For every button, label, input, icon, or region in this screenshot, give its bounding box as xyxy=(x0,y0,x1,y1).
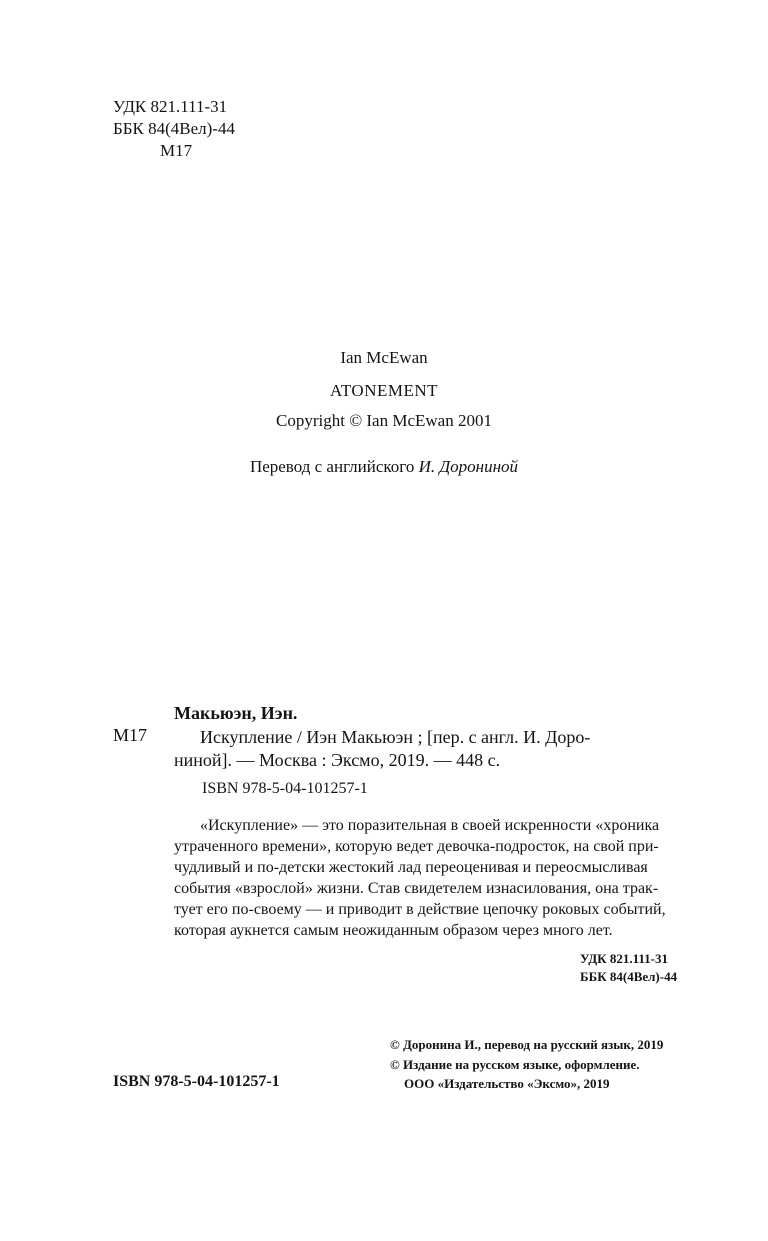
original-author: Ian McEwan xyxy=(340,348,428,367)
annotation-line: тует его по-своему — и приводит в действие цепочку роковых событий, xyxy=(174,901,666,918)
annotation-line: чудливый и по-детски жестокий лад переоценивая и переосмысливая xyxy=(174,859,648,876)
copyright-publisher: ООО «Издательство «Эксмо», 2019 xyxy=(404,1076,610,1091)
catalog-annotation xyxy=(174,815,704,945)
description-line: Искупление / Иэн Макьюэн ; [пер. с англ. И. Доро- xyxy=(200,727,591,747)
catalog-isbn: ISBN 978-5-04-101257-1 xyxy=(202,780,368,797)
catalog-bbk: ББК 84(4Вел)-44 xyxy=(580,969,678,984)
catalog-author-heading: Макьюэн, Иэн. xyxy=(174,703,298,723)
catalog-author-mark: М17 xyxy=(113,725,148,745)
catalog-udk: УДК 821.111-31 xyxy=(580,951,668,966)
translator-name: И. Дорониной xyxy=(418,457,519,476)
udk-code: УДК 821.111-31 xyxy=(113,97,228,116)
copyright-translation: © Доронина И., перевод на русский язык, 2019 xyxy=(390,1037,664,1052)
bbk-code: ББК 84(4Вел)-44 xyxy=(113,119,235,138)
translation-prefix: Перевод с английского xyxy=(249,457,419,476)
original-title: ATONEMENT xyxy=(329,381,439,400)
annotation-line: утраченного времени», которую ведет девочка-подросток, на свой при- xyxy=(174,838,659,855)
annotation-line: «Искупление» — это поразительная в своей искренности «хроника xyxy=(200,817,660,834)
description-line: ниной]. — Москва : Эксмо, 2019. — 448 с. xyxy=(174,750,501,770)
footer-isbn: ISBN 978-5-04-101257-1 xyxy=(113,1073,280,1090)
copyright-edition: © Издание на русском языке, оформление. xyxy=(390,1057,640,1072)
annotation-line: которая аукнется самым неожиданным образом через много лет. xyxy=(174,922,613,939)
original-copyright: Copyright © Ian McEwan 2001 xyxy=(276,411,492,430)
catalog-description xyxy=(174,726,700,776)
annotation-line: события «взрослой» жизни. Став свидетелем изнасилования, она трак- xyxy=(174,880,659,897)
author-mark: М17 xyxy=(160,141,193,160)
translation-credit xyxy=(0,457,768,477)
